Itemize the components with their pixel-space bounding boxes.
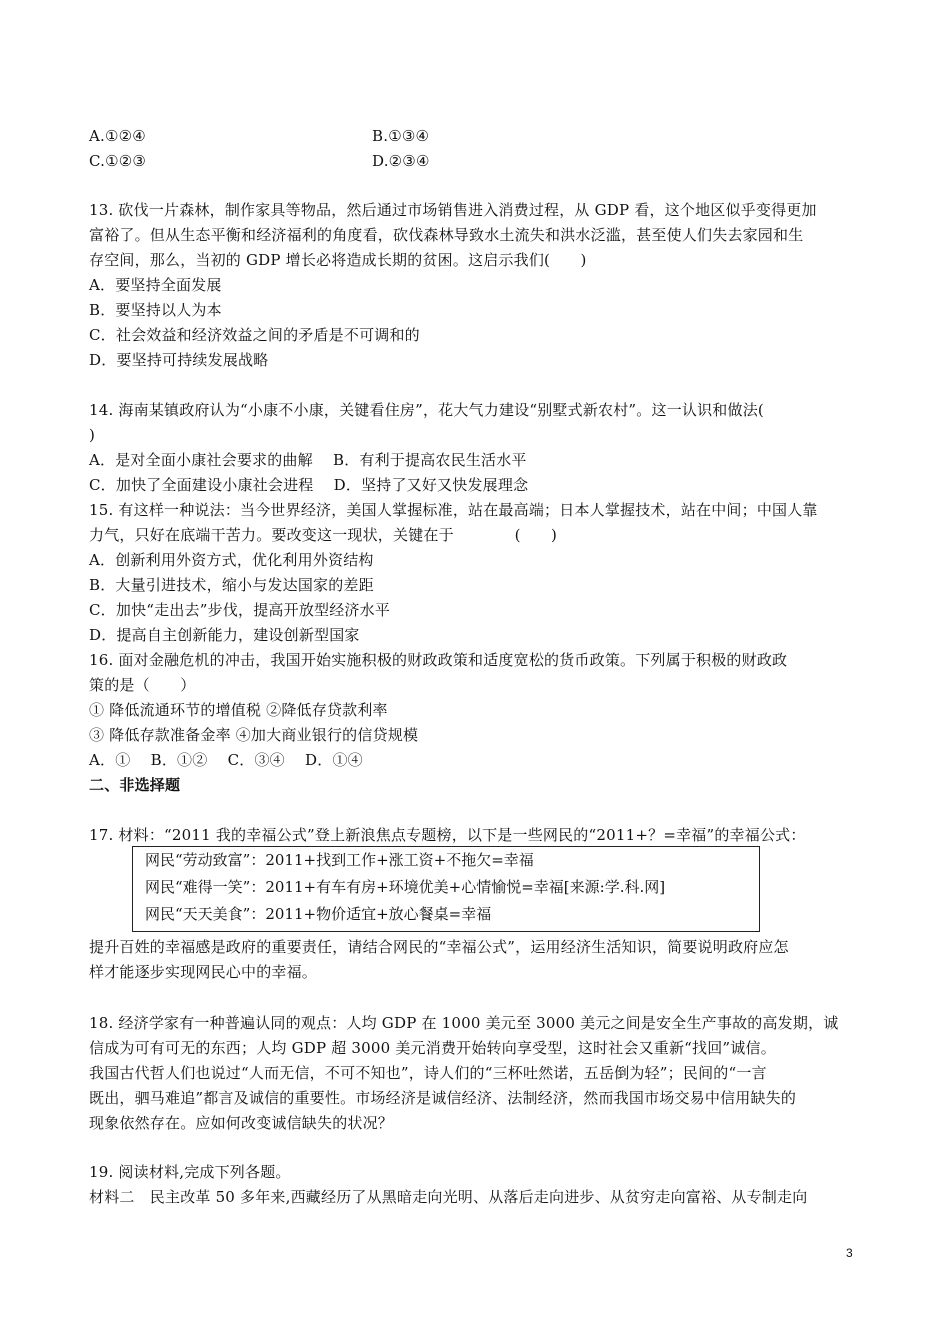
q16-options: A．① B．①② C．③④ D．①④: [89, 751, 363, 769]
q17-box-line-3: 网民“天天美食”：2011+物价适宜+放心餐桌=幸福: [145, 905, 492, 923]
q15-option-c: C．加快“走出去”步伐，提高开放型经济水平: [89, 601, 391, 619]
q16-statements-2: ③ 降低存款准备金率 ④加大商业银行的信贷规模: [89, 726, 419, 744]
q18-line-4: 既出，驷马难追”都言及诚信的重要性。市场经济是诚信经济、法制经济，然而我国市场交易中信用缺失的: [89, 1089, 797, 1107]
q14-options-ab: A．是对全面小康社会要求的曲解 B．有利于提高农民生活水平: [89, 451, 527, 469]
q18-line-1: 18. 经济学家有一种普遍认同的观点：人均 GDP 在 1000 美元至 3000 美元之间是安全生产事故的高发期，诚: [89, 1014, 839, 1032]
q18-line-2: 信成为可有可无的东西；人均 GDP 超 3000 美元消费开始转向享受型，这时社会又重新“找回”诚信。: [89, 1039, 776, 1057]
q18-line-3: 我国古代哲人们也说过“人而无信，不可不知也”，诗人们的“三杯吐然诺，五岳倒为轻”；民间的“一言: [89, 1064, 767, 1082]
q13-option-c: C．社会效益和经济效益之间的矛盾是不可调和的: [89, 326, 420, 344]
q13-stem-line-1: 13. 砍伐一片森林，制作家具等物品，然后通过市场销售进入消费过程，从 GDP 看，这个地区似乎变得更加: [89, 201, 817, 219]
q14-stem-line-1: 14. 海南某镇政府认为“小康不小康，关键看住房”，花大气力建设“别墅式新农村”。这一认识和做法(: [89, 401, 764, 419]
q15-stem-line-2: 力气，只好在底端干苦力。要改变这一现状，关键在于 ( ): [89, 526, 558, 544]
q13-option-d: D．要坚持可持续发展战略: [89, 351, 269, 369]
q19-line-1: 19. 阅读材料,完成下列各题。: [89, 1163, 291, 1181]
q13-stem-line-3: 存空间，那么，当初的 GDP 增长必将造成长期的贫困。这启示我们( ): [89, 251, 587, 269]
q12-option-row-2: [89, 151, 430, 171]
q14-stem-line-2: ): [89, 426, 96, 444]
q17-box-line-2: 网民“难得一笑”：2011+有车有房+环境优美+心情愉悦=幸福[来源:学.科.网]: [145, 878, 666, 896]
q17-intro: 17. 材料：“2011 我的幸福公式”登上新浪焦点专题榜，以下是一些网民的“2011+？=幸福”的幸福公式：: [89, 826, 806, 844]
q17-box-line-1: 网民“劳动致富”：2011+找到工作+涨工资+不拖欠=幸福: [145, 851, 534, 869]
q17-question-line-1: 提升百姓的幸福感是政府的重要责任，请结合网民的“幸福公式”，运用经济生活知识，简要说明政府应怎: [89, 938, 789, 956]
q15-option-d: D．提高自主创新能力，建设创新型国家: [89, 626, 360, 644]
q12-option-d: D.②③④: [372, 152, 430, 170]
page-number: 3: [846, 1246, 853, 1260]
q17-material-box: [132, 846, 760, 932]
q16-stem-line-1: 16. 面对金融危机的冲击，我国开始实施积极的财政政策和适度宽松的货币政策。下列属于积极的财政政: [89, 651, 788, 669]
q13-stem-line-2: 富裕了。但从生态平衡和经济福利的角度看，砍伐森林导致水土流失和洪水泛滥，甚至使人们失去家园和生: [89, 226, 804, 244]
q13-option-b: B．要坚持以人为本: [89, 301, 222, 319]
q12-option-c: C.①②③: [89, 152, 147, 170]
q12-option-a: A.①②④: [89, 127, 146, 145]
q18-line-5: 现象依然存在。应如何改变诚信缺失的状况？: [89, 1114, 394, 1132]
q19-line-2: 材料二 民主改革 50 多年来,西藏经历了从黑暗走向光明、从落后走向进步、从贫穷走向富裕、从专制走向: [89, 1188, 808, 1206]
q15-stem-line-1: 15. 有这样一种说法：当今世界经济，美国人掌握标准，站在最高端；日本人掌握技术，站在中间；中国人靠: [89, 501, 818, 519]
q14-options-cd: C．加快了全面建设小康社会进程 D．坚持了又好又快发展理念: [89, 476, 529, 494]
q15-option-b: B．大量引进技术，缩小与发达国家的差距: [89, 576, 374, 594]
q15-option-a: A．创新利用外资方式，优化利用外资结构: [89, 551, 374, 569]
q16-stem-line-2: 策的是（ ）: [89, 676, 196, 694]
q12-option-row-1: [89, 126, 430, 146]
q12-option-b: B.①③④: [372, 127, 430, 145]
q16-statements-1: ① 降低流通环节的增值税 ②降低存贷款利率: [89, 701, 388, 719]
section-heading: 二、非选择题: [89, 776, 181, 794]
q17-question-line-2: 样才能逐步实现网民心中的幸福。: [89, 963, 318, 981]
q13-option-a: A．要坚持全面发展: [89, 276, 222, 294]
